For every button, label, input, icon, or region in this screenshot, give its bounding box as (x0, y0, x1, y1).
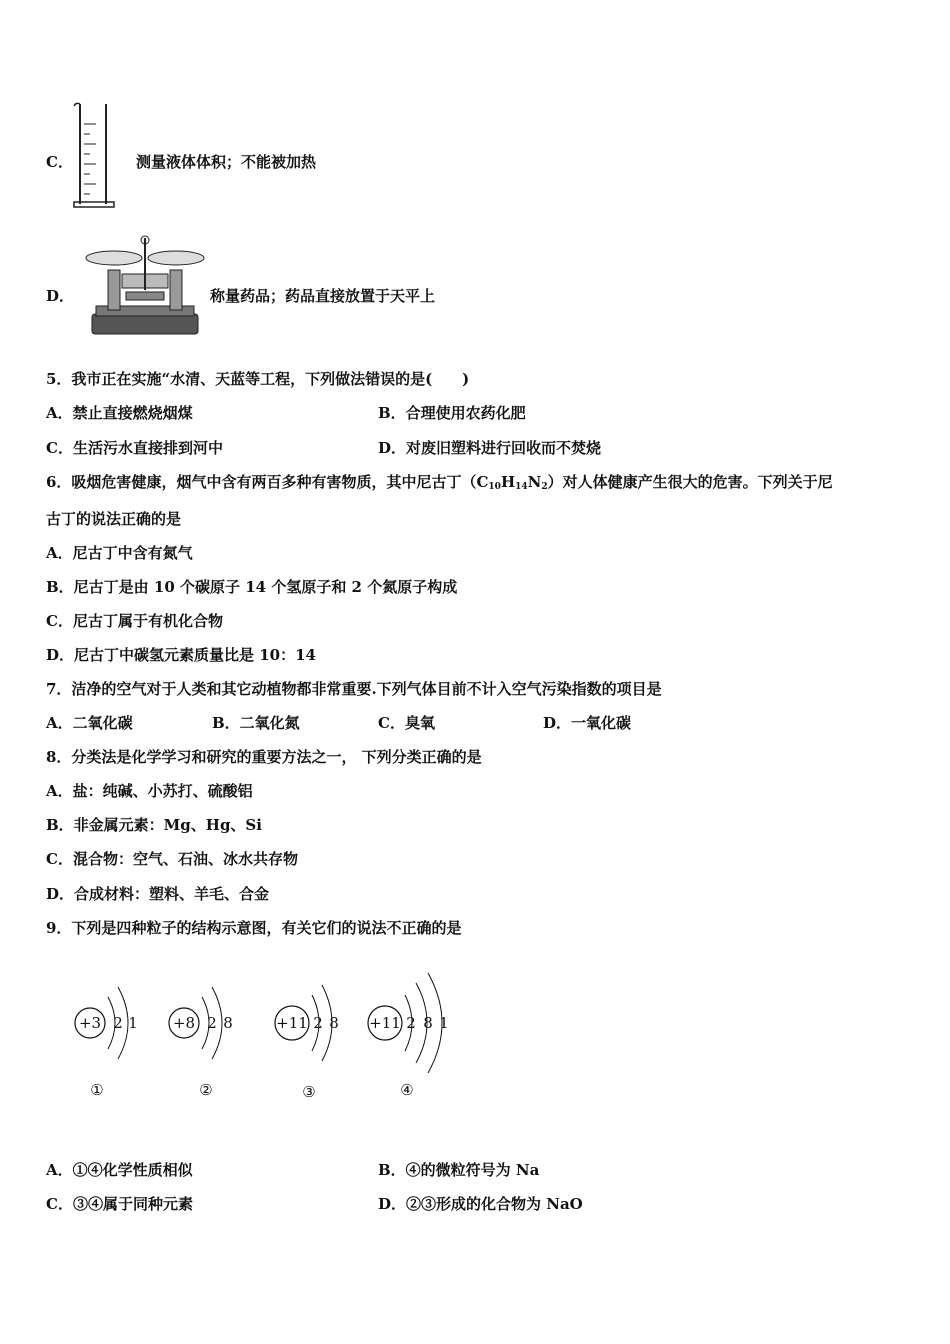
formula-c: C (476, 473, 489, 491)
q4-option-d-text: 称量药品；药品直接放置于天平上 (210, 287, 436, 305)
q6-option-d: D．尼古丁中碳氢元素质量比是 10：14 (46, 646, 316, 664)
q7-option-b: B．二氧化氮 (212, 714, 300, 732)
q4-option-d-letter: D． (46, 287, 75, 305)
particle-2-diagram (169, 987, 233, 1099)
q9-stem: 9．下列是四种粒子的结构示意图，有关它们的说法不正确的是 (46, 919, 462, 937)
q7-option-d: D．一氧化碳 (543, 714, 632, 732)
q9-option-a: A．①④化学性质相似 (46, 1161, 193, 1179)
particle-3-shell-2: 8 (329, 1014, 339, 1032)
q9-option-d: D．②③形成的化合物为 NaO (378, 1195, 583, 1213)
particle-3-diagram (275, 985, 339, 1101)
q5-option-c: C．生活污水直接排到河中 (46, 439, 223, 457)
q5-stem: 5．我市正在实施“水清、天蓝等工程，下列做法错误的是( ) (46, 370, 470, 388)
formula-n: N (527, 473, 542, 491)
balance-scale-icon (82, 234, 208, 340)
q6-option-b: B．尼古丁是由 10 个碳原子 14 个氢原子和 2 个氮原子构成 (46, 578, 458, 596)
formula-n-sub: 2 (541, 482, 548, 492)
q7-option-c: C．臭氧 (378, 714, 435, 732)
q8-option-b: B．非金属元素：Mg、Hg、Si (46, 816, 262, 834)
q6-stem-part1: 6．吸烟危害健康，烟气中含有两百多种有害物质，其中尼古丁（ (46, 473, 477, 491)
q8-option-c: C．混合物：空气、石油、冰水共存物 (46, 850, 298, 868)
q6-option-c: C．尼古丁属于有机化合物 (46, 612, 223, 630)
q8-option-a: A．盐：纯碱、小苏打、硫酸铝 (46, 782, 253, 800)
particle-2-nucleus: +8 (172, 1014, 196, 1032)
q8-stem: 8．分类法是化学学习和研究的重要方法之一， 下列分类正确的是 (46, 748, 482, 766)
particle-2-label: ② (199, 1081, 213, 1099)
q8-option-d: D．合成材料：塑料、羊毛、合金 (46, 885, 270, 903)
particle-4-shell-1: 2 (406, 1014, 416, 1032)
atomic-structure-diagrams (60, 965, 480, 1105)
formula-c-sub: 10 (488, 482, 501, 492)
particle-1-shell-1: 2 (113, 1014, 123, 1032)
particle-1-label: ① (90, 1081, 104, 1099)
particle-3-nucleus: +11 (276, 1014, 308, 1032)
q5-option-b: B．合理使用农药化肥 (378, 404, 526, 422)
particle-3-shell-1: 2 (313, 1014, 323, 1032)
q7-stem: 7．洁净的空气对于人类和其它动植物都非常重要.下列气体目前不计入空气污染指数的项目是 (46, 680, 662, 698)
q5-option-a: A．禁止直接燃烧烟煤 (46, 404, 193, 422)
graduated-cylinder-icon (72, 102, 118, 210)
q6-stem-continued: 古丁的说法正确的是 (46, 510, 182, 528)
particle-4-shell-2: 8 (423, 1014, 433, 1032)
q5-option-d: D．对废旧塑料进行回收而不焚烧 (378, 439, 602, 457)
particle-1-shell-2: 1 (128, 1014, 138, 1032)
q6-stem (46, 472, 833, 497)
particle-4-shell-3: 1 (439, 1014, 449, 1032)
formula-h-sub: 14 (515, 482, 528, 492)
particle-1-nucleus: +3 (78, 1014, 102, 1032)
q7-option-a: A．二氧化碳 (46, 714, 133, 732)
q6-stem-part2: ）对人体健康产生很大的危害。下列关于尼 (547, 473, 833, 491)
q9-option-b: B．④的微粒符号为 Na (378, 1161, 540, 1179)
particle-4-label: ④ (400, 1081, 414, 1099)
particle-3-label: ③ (302, 1083, 316, 1101)
q6-option-a: A．尼古丁中含有氮气 (46, 544, 193, 562)
particle-2-shell-1: 2 (207, 1014, 217, 1032)
q9-option-c: C．③④属于同种元素 (46, 1195, 193, 1213)
particle-4-nucleus: +11 (369, 1014, 401, 1032)
q4-option-c-text: 测量液体体积；不能被加热 (136, 153, 317, 171)
q4-option-c-letter: C． (46, 153, 73, 171)
nicotine-formula (476, 473, 547, 491)
particle-1-diagram (75, 987, 138, 1099)
particle-2-shell-2: 8 (223, 1014, 233, 1032)
formula-h: H (500, 473, 516, 491)
particle-4-diagram (368, 973, 449, 1099)
